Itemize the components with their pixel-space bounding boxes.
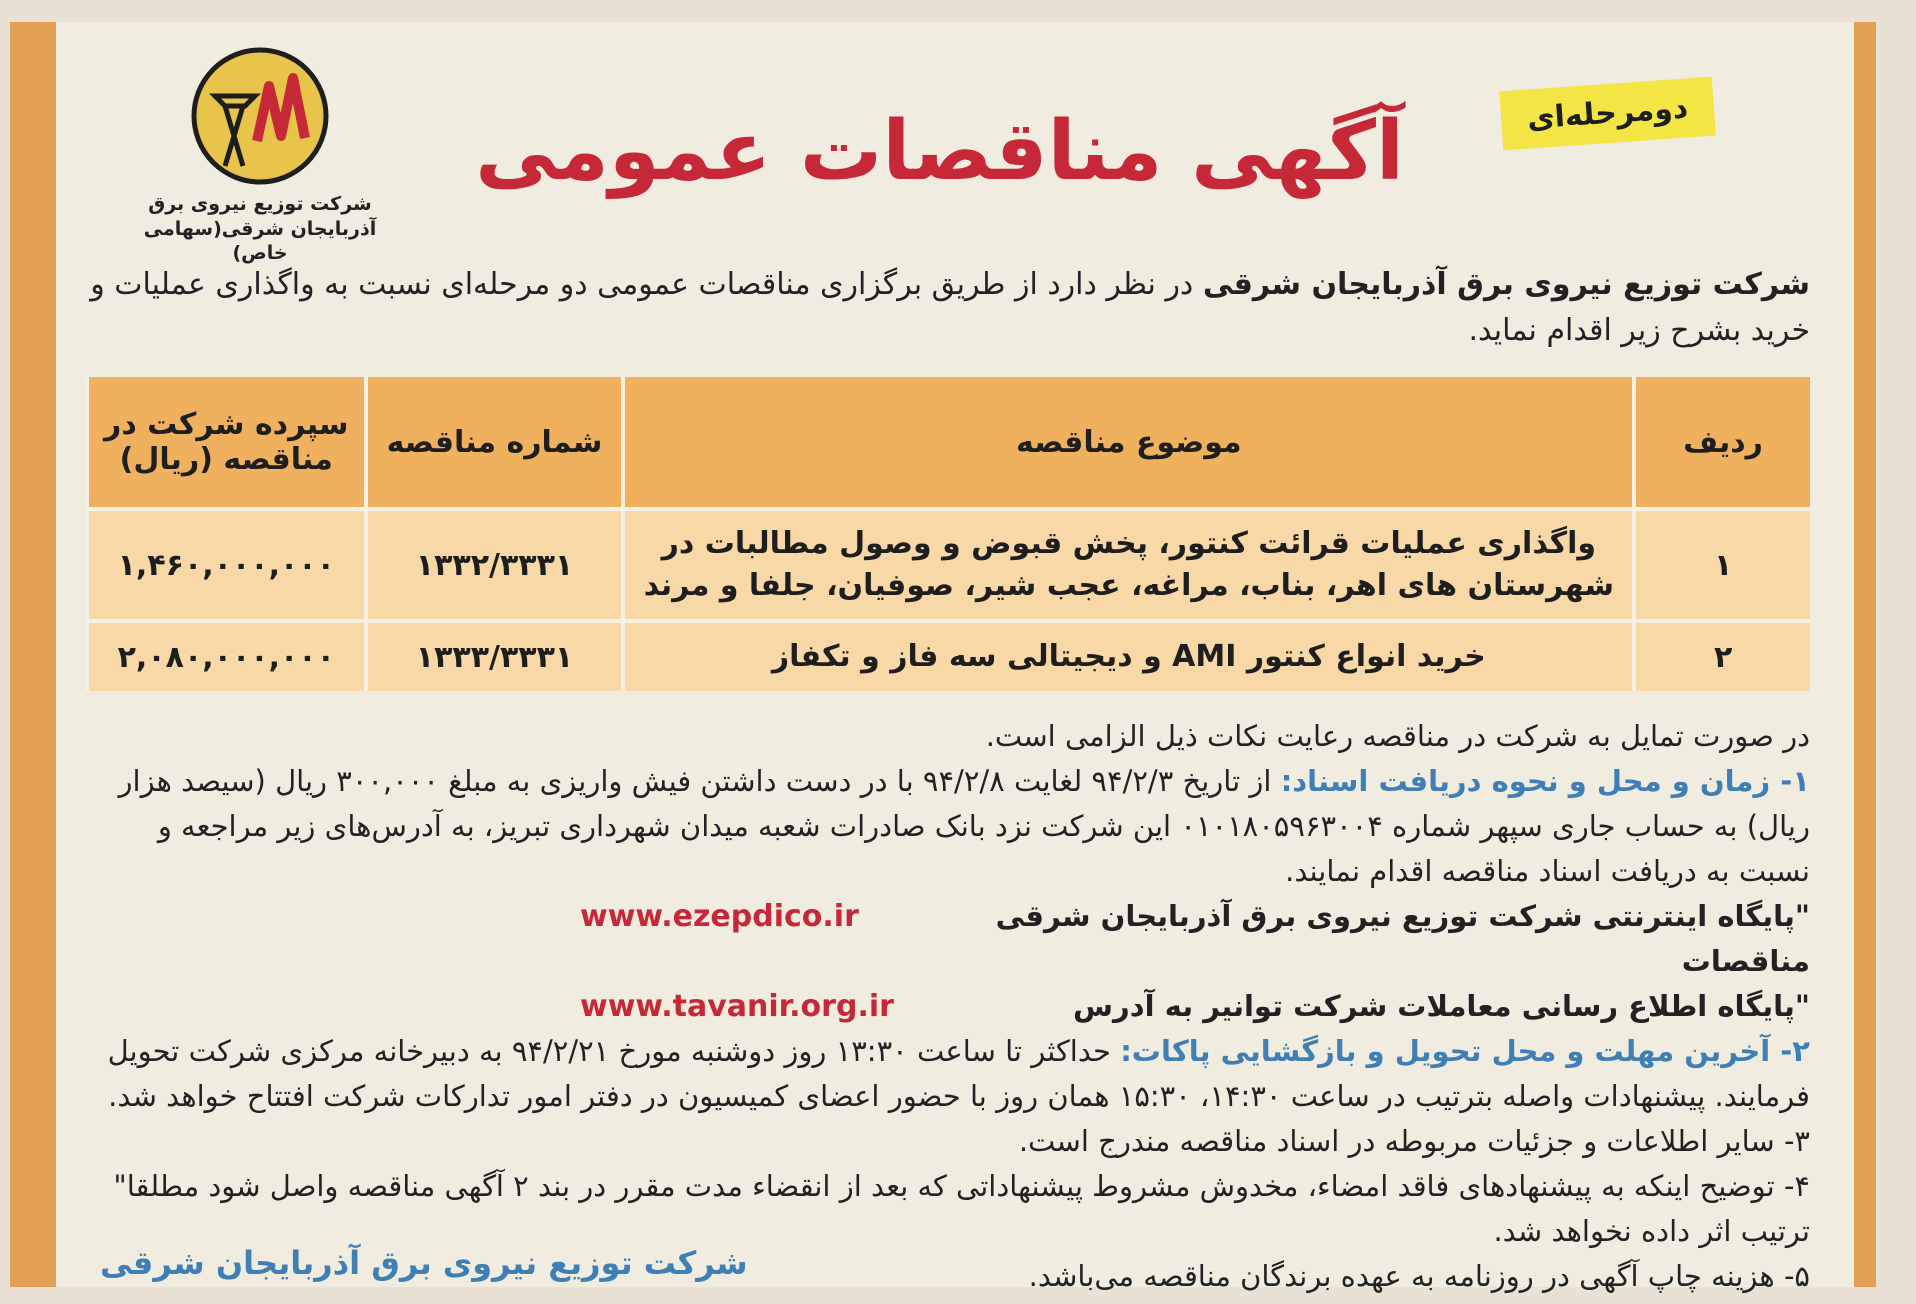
logo-company-name <box>130 192 390 266</box>
condition-3: ۳- سایر اطلاعات و جزئیات مربوطه در اسناد مناقصه مندرج است. <box>1018 1124 1810 1158</box>
row-tender-number: ۱۳۳۲/۳۳۳۱ <box>366 509 624 621</box>
notice-body <box>80 714 1810 1299</box>
table-row <box>87 621 1810 691</box>
condition-4: ۴- توضیح اینکه به پیشنهادهای فاقد امضاء، مخدوش مشروط پیشنهاداتی که بعد از انقضاء مدت مقرر در بند ۲ آگهی مناقصه واصل شود مطلقا" ترتیب اثر داده نخواهد شد. <box>113 1169 1810 1248</box>
footer-signature: شرکت توزیع نیروی برق آذربایجان شرقی <box>100 1244 748 1282</box>
notice-title: آگهی مناقصات عمومی <box>475 104 1404 199</box>
website-2-label: "پایگاه اطلاع رسانی معاملات شرکت توانیر به آدرس <box>1073 989 1810 1023</box>
row-subject: خرید انواع کنتور AMI و دیجیتالی سه فاز و تکفاز <box>623 621 1634 691</box>
ezepdico-link[interactable]: www.ezepdico.ir <box>580 899 859 934</box>
website-1-label: "پایگاه اینترنتی شرکت توزیع نیروی برق آذربایجان شرقی مناقصات <box>995 899 1810 978</box>
row-subject: واگذاری عملیات قرائت کنتور، پخش قبوض و وصول مطالبات در شهرستان های اهر، بناب، مراغه، عجب شیر، صوفیان، جلفا و مرند <box>623 509 1634 621</box>
conditions-lead: در صورت تمایل به شرکت در مناقصه رعایت نکات ذیل الزامی است. <box>985 719 1810 753</box>
row-deposit: ۱,۴۶۰,۰۰۰,۰۰۰ <box>87 509 366 621</box>
condition-2-text: حداکثر تا ساعت ۱۳:۳۰ روز دوشنبه مورخ ۹۴/۲/۲۱ به دبیرخانه مرکزی شرکت تحویل فرمایند. پیشنهادات واصله بترتیب در ساعت ۱۴:۳۰، ۱۵:۳۰ همان روز با حضور اعضای کمیسیون در دفتر امور تدارکات شرکت افتتاح خواهد شد. <box>107 1034 1810 1113</box>
condition-2 <box>80 1029 1810 1119</box>
header-tender-number: شماره مناقصه <box>366 377 624 509</box>
logo-line-2: آذربایجان شرقی(سهامی خاص) <box>143 217 377 265</box>
row-number: ۲ <box>1634 621 1810 691</box>
condition-1-title: ۱- زمان و محل و نحوه دریافت اسناد: <box>1280 764 1810 798</box>
row-deposit: ۲,۰۸۰,۰۰۰,۰۰۰ <box>87 621 366 691</box>
condition-1 <box>80 759 1810 894</box>
tenders-table <box>85 377 1810 691</box>
header-subject: موضوع مناقصه <box>623 377 1634 509</box>
row-number: ۱ <box>1634 509 1810 621</box>
two-stage-badge: دومرحله‌ای <box>1499 77 1716 151</box>
website-row-2 <box>580 984 1810 1029</box>
logo-line-1: شرکت توزیع نیروی برق <box>148 193 372 215</box>
header-deposit: سپرده شرکت در مناقصه (ریال) <box>87 377 366 509</box>
condition-1-text: از تاریخ ۹۴/۲/۳ لغایت ۹۴/۲/۸ با در دست داشتن فیش واریزی به مبلغ ۳۰۰,۰۰۰ ریال (سیصد هزار ریال) به حساب جاری سپهر شماره ۰۱۰۱۸۰۵۹۶۳۰۰۴ این شرکت نزد بانک صادرات شعبه میدان شهرداری تبریز، به آدرس‌های زیر مراجعه و نسبت به دریافت اسناد مناقصه اقدام نمایند. <box>118 764 1810 888</box>
website-row-1 <box>580 894 1810 984</box>
condition-2-title: ۲- آخرین مهلت و محل تحویل و بازگشایی پاکات: <box>1120 1034 1810 1068</box>
row-tender-number: ۱۳۳۳/۳۳۳۱ <box>366 621 624 691</box>
table-header-row <box>87 377 1810 509</box>
intro-paragraph <box>86 262 1810 354</box>
company-logo-block <box>130 46 390 266</box>
intro-company-name: شرکت توزیع نیروی برق آذربایجان شرقی <box>1202 267 1810 302</box>
tavanir-link[interactable]: www.tavanir.org.ir <box>580 989 894 1024</box>
intro-text: در نظر دارد از طریق برگزاری مناقصات عمومی دو مرحله‌ای نسبت به واگذاری عملیات و خرید بشرح زیر اقدام نماید. <box>90 267 1810 348</box>
table-row <box>87 509 1810 621</box>
tender-notice-page <box>10 22 1876 1293</box>
header-row-number: ردیف <box>1634 377 1810 509</box>
company-logo-icon <box>185 46 335 186</box>
condition-5: ۵- هزینه چاپ آگهی در روزنامه به عهده برندگان مناقصه می‌باشد. <box>1028 1259 1810 1293</box>
